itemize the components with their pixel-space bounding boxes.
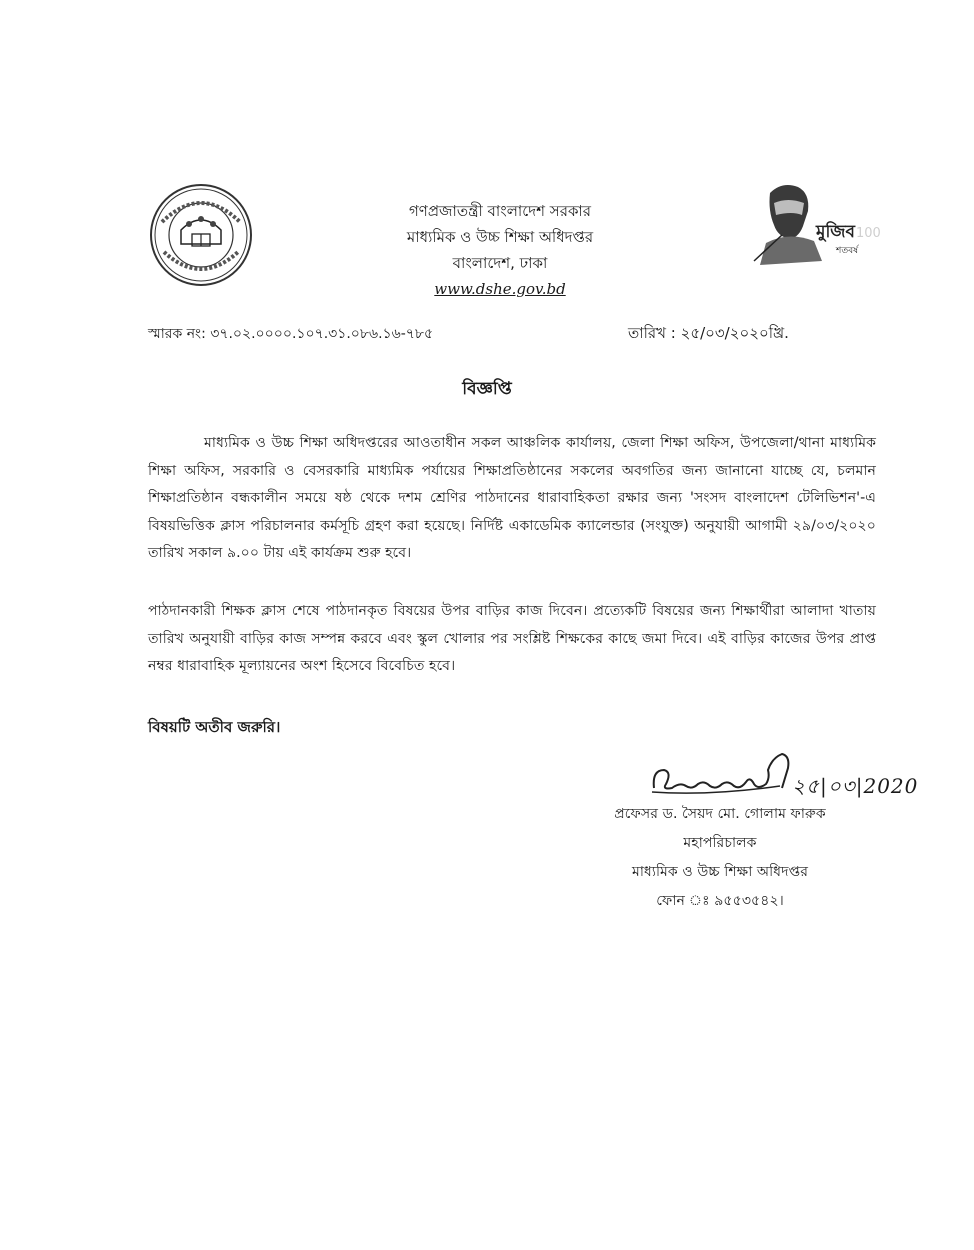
notice-paragraph-1: মাধ্যমিক ও উচ্চ শিক্ষা অধিদপ্তরের আওতাধীন সকল আঞ্চলিক কার্যালয়, জেলা শিক্ষা অফিস, উপজেলা/থানা মাধ্যমিক শিক্ষা অফিস, সরকারি ও বেসরকারি মাধ্যমিক পর্যায়ের শিক্ষাপ্রতিষ্ঠানের সকলের অবগতির জন্য জানানো যাচ্ছে যে, চলমান শিক্ষাপ্রতিষ্ঠান বন্ধকালীন সময়ে ষষ্ঠ থেকে দশম শ্রেণির পাঠদানের ধারাবাহিকতা রক্ষার জন্য 'সংসদ বাংলাদেশ টেলিভিশন'-এ বিষয়ভিত্তিক ক্লাস পরিচালনার কর্মসূচি গ্রহণ করা হয়েছে। নির্দিষ্ট একাডেমিক ক্যালেন্ডার (সংযুক্ত) অনুযায়ী আগামী ২৯/০৩/২০২০ তারিখ সকাল ৯.০০ টায় এই কার্যক্রম শুরু হবে। bbox=[148, 435, 876, 561]
hundred-text: 100 bbox=[856, 226, 881, 241]
signatory-block bbox=[560, 800, 880, 916]
website-link[interactable]: www.dshe.gov.bd bbox=[434, 280, 566, 298]
seal-logo bbox=[148, 182, 254, 288]
signature-date: ২৫|০৩|2020 bbox=[792, 774, 919, 798]
signatory-office: মাধ্যমিক ও উচ্চ শিক্ষা অধিদপ্তর bbox=[631, 864, 809, 880]
govt-name: গণপ্রজাতন্ত্রী বাংলাদেশ সরকার bbox=[408, 202, 592, 220]
notice-paragraph-2: পাঠদানকারী শিক্ষক ক্লাস শেষে পাঠদানকৃত বিষয়ের উপর বাড়ির কাজ দিবেন। প্রত্যেকটি বিষয়ের জন্য শিক্ষার্থীরা আলাদা খাতায় তারিখ অনুযায়ী বাড়ির কাজ সম্পন্ন করবে এবং স্কুল খোলার পর সংশ্লিষ্ট শিক্ষকের কাছে জমা দিবে। এই বাড়ির কাজের উপর প্রাপ্ত নম্বর ধারাবাহিক মূল্যায়নের অংশ হিসেবে বিবেচিত হবে। bbox=[148, 603, 876, 674]
mujib-text: মুজিব bbox=[816, 222, 855, 242]
shotoborsho-text: শতবর্ষ bbox=[836, 246, 859, 256]
memo-number: ৩৭.০২.০০০০.১০৭.৩১.০৮৬.১৬-৭৮৫ bbox=[210, 326, 434, 342]
date-value: ২৫/০৩/২০২০খ্রি. bbox=[680, 324, 789, 342]
signatory-name: প্রফেসর ড. সৈয়দ মো. গোলাম ফারুক bbox=[614, 806, 826, 822]
date-label: তারিখ : bbox=[628, 324, 676, 342]
memo-number-line bbox=[148, 322, 433, 346]
office-location: বাংলাদেশ, ঢাকা bbox=[452, 254, 548, 272]
signatory-phone: ফোন ঃ ৯৫৫৩৫৪২। bbox=[656, 893, 784, 909]
office-header bbox=[330, 198, 670, 302]
memo-label: স্মারক নং: bbox=[148, 326, 206, 342]
notice-title: বিজ্ঞপ্তি bbox=[462, 379, 512, 399]
date-line bbox=[628, 322, 789, 347]
urgent-note: বিষয়টি অতীব জরুরি। bbox=[148, 718, 281, 736]
signatory-designation: মহাপরিচালক bbox=[683, 835, 757, 851]
directorate-name: মাধ্যমিক ও উচ্চ শিক্ষা অধিদপ্তর bbox=[406, 228, 594, 246]
mujib-100-logo bbox=[752, 175, 881, 275]
